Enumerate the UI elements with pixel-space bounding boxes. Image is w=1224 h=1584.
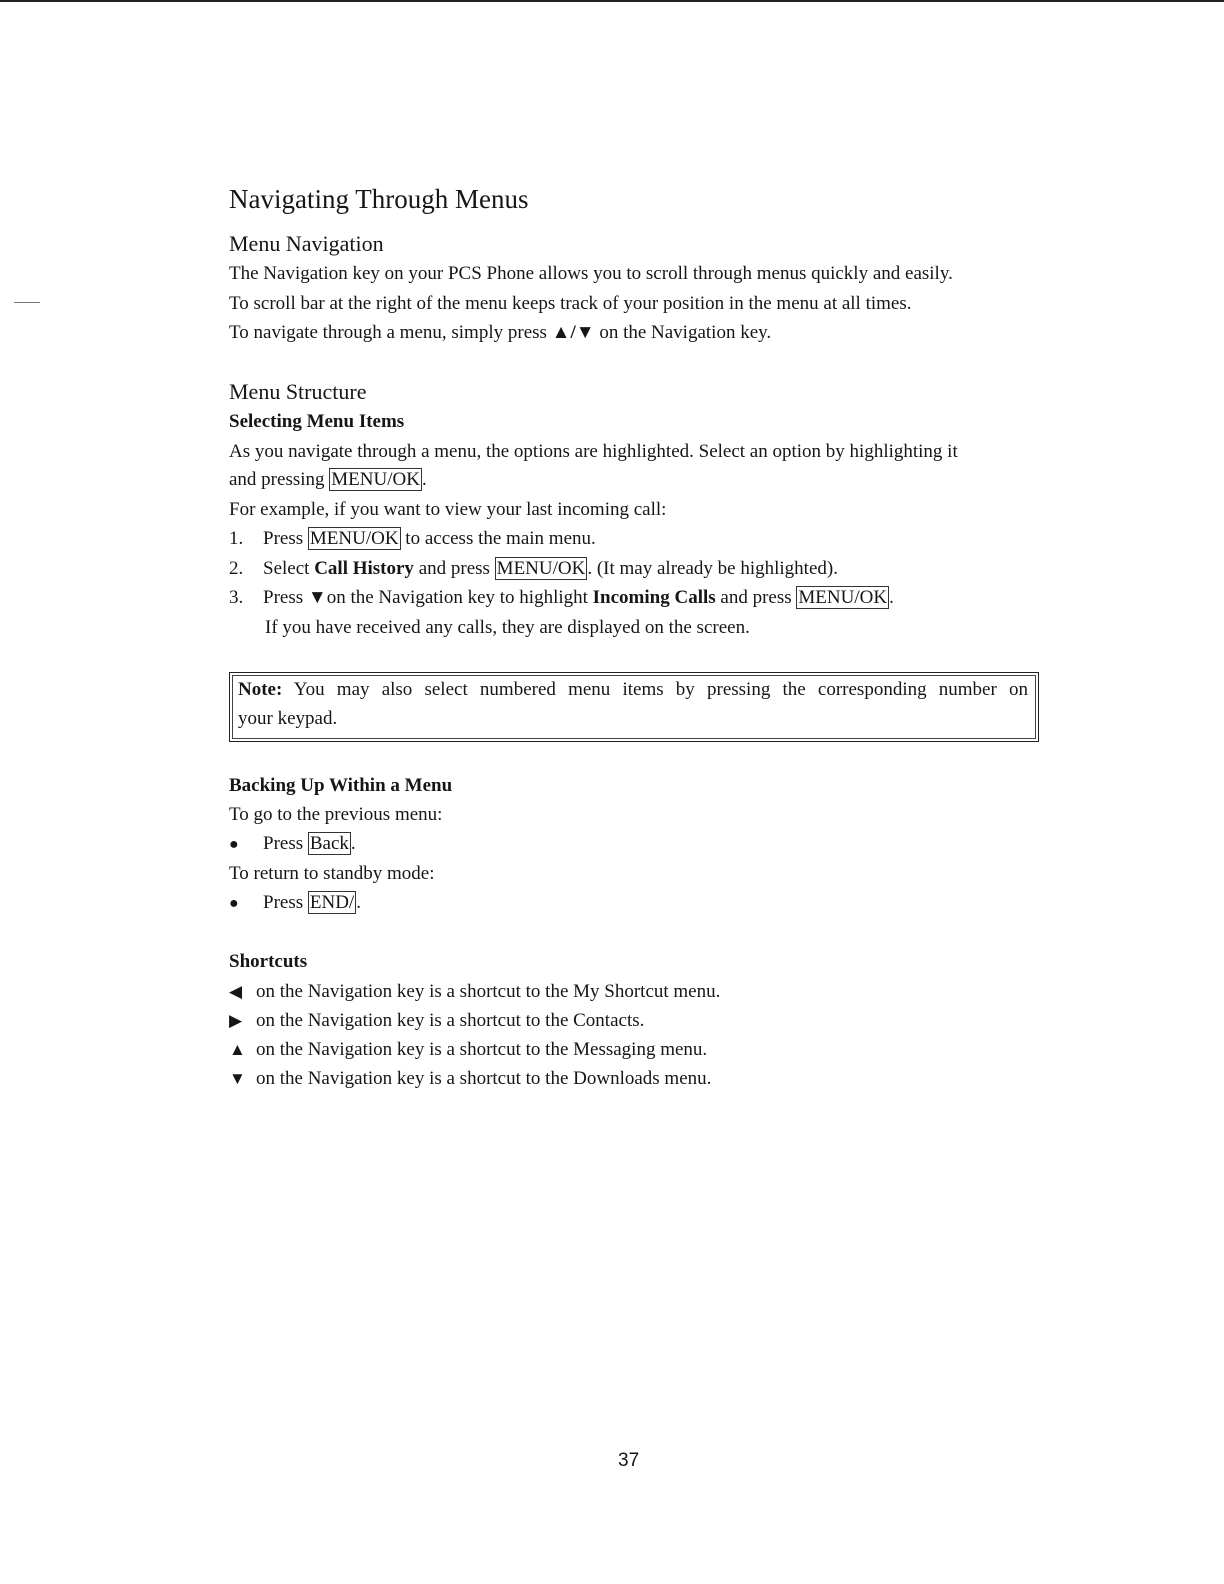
shortcut-left <box>229 979 720 1005</box>
up-down-arrows: ▲/▼ <box>551 322 595 343</box>
paragraph-line: As you navigate through a menu, the options are highlighted. Select an option by highlighting it <box>229 441 958 462</box>
backing-up-heading: Backing Up Within a Menu <box>229 775 453 796</box>
step-2 <box>229 556 838 582</box>
navigate-line <box>229 320 771 346</box>
menu-navigation-heading: Menu Navigation <box>229 231 384 256</box>
example-line: For example, if you want to view your last incoming call: <box>229 499 667 520</box>
period: . <box>421 469 427 490</box>
step-3-continuation: If you have received any calls, they are displayed on the screen. <box>265 617 750 638</box>
shortcut-right <box>229 1008 644 1034</box>
text: Select <box>263 558 310 579</box>
period: . <box>356 892 361 913</box>
menu-structure-heading: Menu Structure <box>229 379 367 404</box>
standby-line: To return to standby mode: <box>229 863 435 884</box>
incoming-calls-item: Incoming Calls <box>592 587 716 608</box>
menu-ok-key: MENU/OK <box>798 587 888 608</box>
paragraph-line: The Navigation key on your PCS Phone allows you to scroll through menus quickly and easily. <box>229 263 953 284</box>
text: and press <box>720 587 792 608</box>
note-label: Note: <box>238 679 283 700</box>
shortcut-text: on the Navigation key is a shortcut to the Messaging menu. <box>256 1039 708 1060</box>
text: on the Navigation key to highlight <box>326 587 588 608</box>
margin-mark <box>14 302 40 303</box>
paragraph-line: To scroll bar at the right of the menu keeps track of your position in the menu at all times. <box>229 293 912 314</box>
page-number: 37 <box>618 1450 640 1471</box>
step-number: 1. <box>229 528 244 549</box>
note-text: You may also select numbered menu items by pressing the corresponding number on <box>293 679 1028 700</box>
top-rule <box>0 0 1224 2</box>
down-arrow-icon: ▼ <box>229 1069 246 1088</box>
back-key: Back <box>309 833 349 854</box>
left-arrow-icon: ◀ <box>229 982 243 1001</box>
step-3 <box>229 585 894 611</box>
bullet-icon: ● <box>229 836 239 853</box>
end-key: END/ <box>309 892 355 913</box>
down-arrow-icon: ▼ <box>307 587 327 608</box>
text: and pressing <box>229 469 325 490</box>
menu-ok-key: MENU/OK <box>496 558 586 579</box>
navigate-text: To navigate through a menu, simply press <box>229 322 547 343</box>
bullet-back <box>229 831 356 858</box>
text: and press <box>418 558 490 579</box>
shortcut-text: on the Navigation key is a shortcut to the Contacts. <box>256 1010 645 1031</box>
period: . <box>350 833 356 854</box>
text: . (It may already be highlighted). <box>587 558 838 579</box>
bullet-icon: ● <box>229 895 239 912</box>
right-arrow-icon: ▶ <box>229 1011 243 1030</box>
navigate-text-end: on the Navigation key. <box>599 322 772 343</box>
text: Press <box>263 528 304 549</box>
page-title: Navigating Through Menus <box>229 184 529 214</box>
shortcut-text: on the Navigation key is a shortcut to the My Shortcut menu. <box>256 981 721 1002</box>
shortcut-text: on the Navigation key is a shortcut to the Downloads menu. <box>256 1068 712 1089</box>
note-line-1 <box>238 677 1028 703</box>
paragraph-line <box>229 467 427 493</box>
shortcut-up <box>229 1037 707 1063</box>
text: Press <box>263 833 304 854</box>
step-1 <box>229 526 596 552</box>
previous-menu-line: To go to the previous menu: <box>229 804 443 825</box>
bullet-end <box>229 890 361 917</box>
up-arrow-icon: ▲ <box>229 1040 246 1059</box>
text: Press <box>263 892 304 913</box>
shortcuts-heading: Shortcuts <box>229 951 308 972</box>
call-history-item: Call History <box>314 558 414 579</box>
selecting-menu-items-heading: Selecting Menu Items <box>229 411 405 432</box>
text: . <box>889 587 894 608</box>
step-number: 2. <box>229 558 244 579</box>
text: to access the main menu. <box>405 528 596 549</box>
text: Press <box>263 587 304 608</box>
step-number: 3. <box>229 587 244 608</box>
note-box <box>229 672 1039 742</box>
note-line-2: your keypad. <box>238 708 338 729</box>
menu-ok-key: MENU/OK <box>309 528 399 549</box>
menu-ok-key: MENU/OK <box>331 469 420 490</box>
shortcut-down <box>229 1066 711 1092</box>
